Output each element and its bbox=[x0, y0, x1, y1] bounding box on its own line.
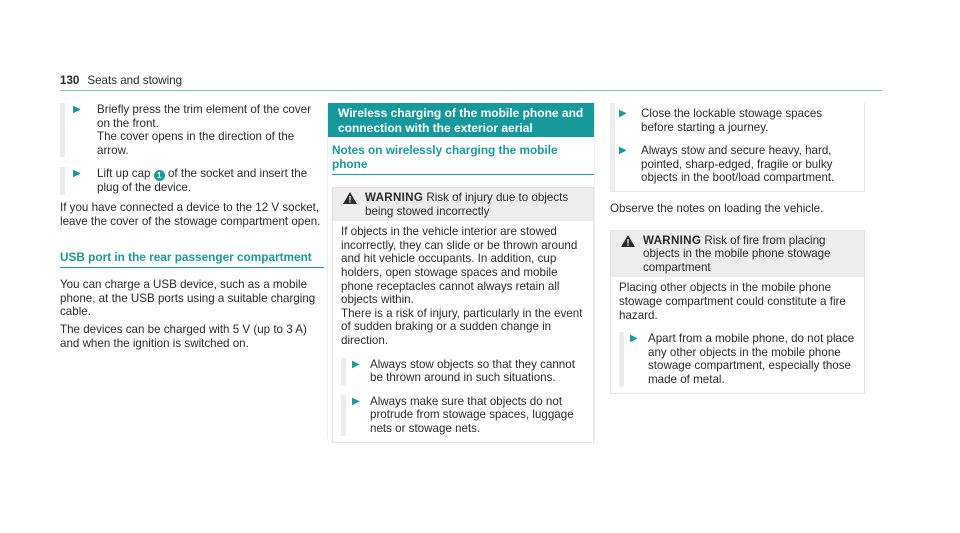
fire-warning-box bbox=[610, 230, 865, 394]
instruction-text: Close the lockable stowage spaces before starting a journey. bbox=[641, 107, 823, 134]
instruction-lift-cap bbox=[60, 167, 324, 195]
arrow-bullet-icon: ▶ bbox=[352, 395, 360, 407]
instruction-text-part: of the socket and insert the plug of the device. bbox=[97, 167, 308, 195]
instruction-text-part: Lift up cap bbox=[97, 167, 151, 181]
warning-continuation-box bbox=[610, 103, 865, 192]
warning-body bbox=[611, 277, 864, 392]
warning-heading bbox=[365, 191, 585, 218]
notes-section-title: Notes on wirelessly charging the mobile phone bbox=[332, 143, 558, 171]
usb-section-title: USB port in the rear passenger compartment bbox=[60, 250, 312, 265]
warning-heading-text: Risk of fire from placing objects in the mobile phone stowage compartment bbox=[643, 233, 831, 274]
header-divider bbox=[60, 90, 882, 91]
paragraph-12v-socket: If you have connected a device to the 12 V socket, leave the cover of the stowage compartment open. bbox=[60, 200, 321, 228]
warning-header bbox=[333, 188, 593, 221]
warning-header bbox=[611, 231, 864, 278]
column-2 bbox=[327, 103, 595, 439]
column-3 bbox=[594, 103, 865, 394]
warning-triangle-icon bbox=[621, 235, 635, 247]
instruction-stow-heavy bbox=[615, 144, 858, 185]
arrow-bullet-icon: ▶ bbox=[73, 168, 81, 180]
warning-word: WARNING bbox=[643, 233, 702, 247]
instruction-open-cover bbox=[60, 103, 324, 157]
instruction-close-spaces bbox=[615, 107, 858, 134]
instruction-text: Always make sure that objects do not protrude from stowage spaces, luggage nets or stowage nets. bbox=[370, 394, 574, 435]
arrow-bullet-icon: ▶ bbox=[73, 104, 81, 115]
warning-heading bbox=[643, 234, 856, 275]
arrow-bullet-icon: ▶ bbox=[352, 358, 360, 370]
page-header bbox=[60, 74, 880, 89]
column-1 bbox=[60, 103, 324, 350]
warning-instruction-1 bbox=[619, 332, 856, 386]
warning-triangle-icon bbox=[343, 192, 357, 204]
instruction-result: The cover opens in the direction of the arrow. bbox=[97, 130, 295, 157]
warning-paragraph-1: If objects in the vehicle interior are stowed incorrectly, they can slide or be thrown around and hit vehicle occupants. In addition, cup holders, open stowage spaces and mobile phone receptacles cannot always retain all objects within. bbox=[341, 225, 578, 307]
arrow-bullet-icon: ▶ bbox=[630, 333, 638, 345]
warning-instruction-1 bbox=[341, 358, 585, 385]
observe-notes-text: Observe the notes on loading the vehicle. bbox=[610, 201, 824, 215]
section-title: Seats and stowing bbox=[87, 74, 183, 87]
warning-box bbox=[332, 187, 594, 443]
instruction-text bbox=[97, 167, 324, 195]
instruction-text: Always stow and secure heavy, hard, pointed, sharp-edged, fragile or bulky objects in the boot/load compartment. bbox=[641, 144, 835, 185]
warning-heading-text: Risk of injury due to objects being stowed incorrectly bbox=[365, 191, 569, 218]
warning-instruction-2 bbox=[341, 395, 585, 436]
section-banner: Wireless charging of the mobile phone and connection with the exterior aerial bbox=[328, 103, 594, 137]
warning-word: WARNING bbox=[365, 191, 424, 204]
instruction-text: Always stow objects so that they cannot be thrown around in such situations. bbox=[370, 357, 575, 385]
instruction-text: Briefly press the trim element of the cover on the front. bbox=[97, 103, 311, 130]
warning-paragraph-2: There is a risk of injury, particularly in the event of sudden braking or a sudden change in direction. bbox=[341, 306, 583, 347]
warning-body bbox=[333, 221, 593, 441]
page-number: 130 bbox=[60, 74, 80, 87]
callout-circle-icon: 1 bbox=[154, 170, 165, 181]
warning-paragraph-1: Placing other objects in the mobile phone stowage compartment could constitute a fire hazard. bbox=[619, 281, 846, 322]
arrow-bullet-icon: ▶ bbox=[619, 145, 627, 157]
instruction-text: Apart from a mobile phone, do not place any other objects in the mobile phone stowage compartment, especially those made of metal. bbox=[648, 332, 855, 386]
usb-paragraph-2: The devices can be charged with 5 V (up to 3 A) and when the ignition is switched on. bbox=[60, 322, 307, 350]
usb-paragraph-1: You can charge a USB device, such as a mobile phone, at the USB ports using a suitable charging cable. bbox=[60, 278, 316, 319]
arrow-bullet-icon: ▶ bbox=[619, 108, 627, 119]
